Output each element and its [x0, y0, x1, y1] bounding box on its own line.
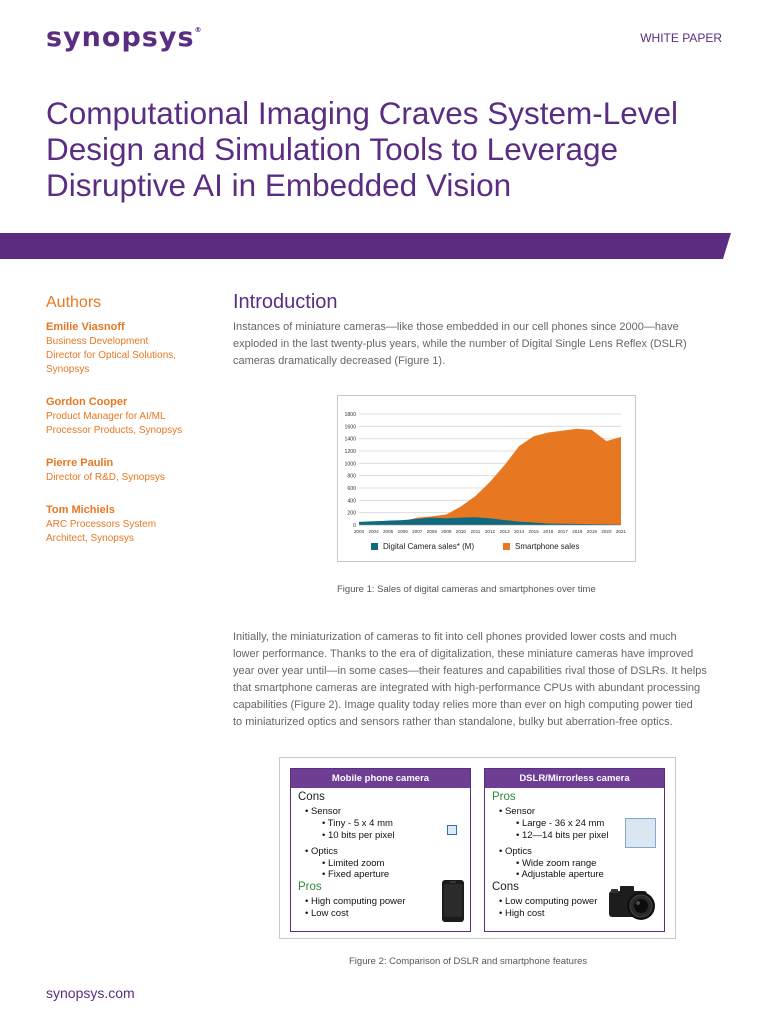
- y-tick-label: 600: [347, 486, 356, 492]
- author-block: [46, 503, 206, 546]
- dslr-pros-label: Pros: [492, 791, 516, 803]
- registered-mark: ®: [194, 26, 203, 34]
- dslr-con-cost: • High cost: [499, 908, 545, 919]
- x-tick-label: 2009: [441, 529, 452, 534]
- x-tick-label: 2014: [513, 529, 525, 534]
- author-name: Gordon Cooper: [46, 396, 128, 408]
- dslr-optics-bullet: • Optics: [499, 846, 532, 857]
- author-role-line: ARC Processors System: [46, 519, 157, 530]
- mobile-camera-panel: [290, 768, 471, 932]
- author-role-line: Business Development: [46, 336, 149, 347]
- dslr-sensor-size: • Large - 36 x 24 mm: [516, 818, 605, 829]
- author-role-line: Director of R&D, Synopsys: [46, 472, 165, 483]
- x-tick-label: 2010: [455, 529, 467, 534]
- dslr-cons-label: Cons: [492, 881, 519, 893]
- mobile-optics-bullet: • Optics: [305, 846, 338, 857]
- author-block: [46, 456, 206, 485]
- y-tick-label: 1600: [344, 424, 356, 431]
- x-tick-label: 2007: [412, 529, 423, 534]
- paragraph-line: cameras dramatically decreased (Figure 1).: [233, 355, 446, 367]
- mobile-pro-cost: • Low cost: [305, 908, 349, 919]
- y-tick-label: 800: [347, 473, 356, 480]
- document-type-label: WHITE PAPER: [640, 31, 722, 45]
- x-tick-label: 2019: [586, 529, 598, 534]
- y-tick-label: 1000: [344, 461, 356, 468]
- mobile-pros-label: Pros: [298, 881, 322, 893]
- figure-1-caption: Figure 1: Sales of digital cameras and smartphones over time: [337, 584, 596, 595]
- author-role-line: Synopsys: [46, 364, 90, 375]
- introduction-heading: Introduction: [233, 291, 338, 313]
- x-tick-label: 2018: [572, 529, 583, 534]
- mobile-optics-aperture: • Fixed aperture: [322, 869, 390, 880]
- paragraph-line: that smartphone cameras are integrated with high-performance CPUs with abundant processing: [233, 682, 701, 694]
- sales-area-chart: [338, 396, 637, 563]
- author-role-line: Processor Products, Synopsys: [46, 425, 183, 436]
- dslr-optics-zoom: • Wide zoom range: [516, 858, 597, 869]
- mobile-panel-header: Mobile phone camera: [291, 769, 470, 788]
- page-title: [46, 95, 736, 203]
- author-role: [46, 335, 206, 377]
- paragraph-line: exploded in the last twenty-plus years, while the number of Digital Single Lens Reflex (DSLR): [233, 338, 687, 350]
- dslr-camera-icon: [607, 882, 661, 922]
- x-tick-label: 2015: [528, 529, 539, 534]
- x-tick-label: 2021: [615, 529, 627, 534]
- dslr-optics-aperture: • Adjustable aperture: [516, 869, 604, 880]
- author-role-line: Architect, Synopsys: [46, 533, 134, 544]
- x-tick-label: 2011: [470, 529, 481, 534]
- mobile-optics-zoom: • Limited zoom: [322, 858, 385, 869]
- paragraph-line: year over year until—in some cases—their features and capabilities rival those of DSLRs. It helps: [233, 665, 707, 677]
- dslr-sensor-bullet: • Sensor: [499, 806, 536, 817]
- title-line-2: Design and Simulation Tools to Leverage: [46, 131, 619, 167]
- dslr-sensor-bits: • 12—14 bits per pixel: [516, 830, 609, 841]
- x-tick-label: 2012: [484, 529, 496, 534]
- small-sensor-icon: [447, 825, 457, 835]
- author-block: [46, 395, 206, 438]
- legend-swatch: [371, 543, 378, 550]
- synopsys-logo: [46, 22, 202, 53]
- dslr-panel-header: DSLR/Mirrorless camera: [485, 769, 664, 788]
- paragraph-line: Initially, the miniaturization of cameras to fit into cell phones provided lower costs and much: [233, 631, 677, 643]
- paragraph-line: capabilities (Figure 2). Image quality today relies more than ever on high computing power tied: [233, 699, 693, 711]
- x-tick-label: 2004: [368, 529, 379, 534]
- series-area-smartphone: [359, 429, 621, 525]
- author-role: [46, 410, 206, 438]
- legend-label: Digital Camera sales* (M): [383, 542, 475, 551]
- author-name: Tom Michiels: [46, 504, 115, 516]
- mobile-sensor-bullet: • Sensor: [305, 806, 342, 817]
- legend-swatch: [503, 543, 510, 550]
- mobile-sensor-bits: • 10 bits per pixel: [322, 830, 395, 841]
- author-role-line: Director for Optical Solutions,: [46, 350, 177, 361]
- author-role: [46, 471, 206, 485]
- x-tick-label: 2016: [543, 529, 554, 534]
- author-role-line: Product Manager for AI/ML: [46, 411, 166, 422]
- header-divider-band: [0, 233, 768, 259]
- title-line-1: Computational Imaging Craves System-Level: [46, 95, 679, 131]
- title-line-3: Disruptive AI in Embedded Vision: [46, 167, 512, 203]
- author-role: [46, 518, 206, 546]
- legend-label: Smartphone sales: [515, 542, 580, 551]
- figure-1-sales-chart: [337, 395, 636, 562]
- paragraph-line: to miniaturized optics and sensors rather than standalone, bulky but aberration-free optics.: [233, 716, 673, 728]
- logo-text: synopsys: [46, 22, 195, 53]
- large-sensor-icon: [625, 818, 656, 848]
- mobile-sensor-size: • Tiny - 5 x 4 mm: [322, 818, 393, 829]
- x-tick-label: 2003: [353, 529, 365, 534]
- intro-paragraph-2: [233, 629, 728, 731]
- mobile-cons-label: Cons: [298, 791, 325, 803]
- author-name: Pierre Paulin: [46, 457, 114, 469]
- x-tick-label: 2013: [499, 529, 510, 534]
- paragraph-line: lower performance. Thanks to the era of digitalization, these miniature cameras have improved: [233, 648, 694, 660]
- x-tick-label: 2006: [397, 529, 408, 534]
- y-tick-label: 0: [353, 523, 356, 529]
- y-tick-label: 1200: [344, 449, 356, 455]
- mobile-pro-computing: • High computing power: [305, 896, 406, 907]
- x-tick-label: 2005: [382, 529, 394, 534]
- dslr-camera-panel: [484, 768, 665, 932]
- author-name: Emilie Viasnoff: [46, 321, 125, 333]
- x-tick-label: 2020: [601, 529, 612, 534]
- dslr-con-computing: • Low computing power: [499, 896, 598, 907]
- authors-heading: Authors: [46, 294, 102, 311]
- figure-2-caption: Figure 2: Comparison of DSLR and smartphone features: [349, 956, 588, 967]
- y-tick-label: 200: [347, 510, 356, 517]
- y-tick-label: 1800: [344, 412, 356, 418]
- paragraph-line: Instances of miniature cameras—like those embedded in our cell phones since 2000—have: [233, 321, 679, 333]
- author-block: [46, 320, 206, 377]
- intro-paragraph-1: [233, 319, 728, 370]
- y-tick-label: 400: [347, 498, 356, 505]
- figure-2-comparison: [279, 757, 676, 939]
- smartphone-icon: [441, 879, 465, 923]
- y-tick-label: 1400: [344, 436, 356, 443]
- website-link[interactable]: synopsys.com: [46, 985, 135, 1001]
- x-tick-label: 2008: [426, 529, 437, 534]
- x-tick-label: 2017: [557, 529, 568, 534]
